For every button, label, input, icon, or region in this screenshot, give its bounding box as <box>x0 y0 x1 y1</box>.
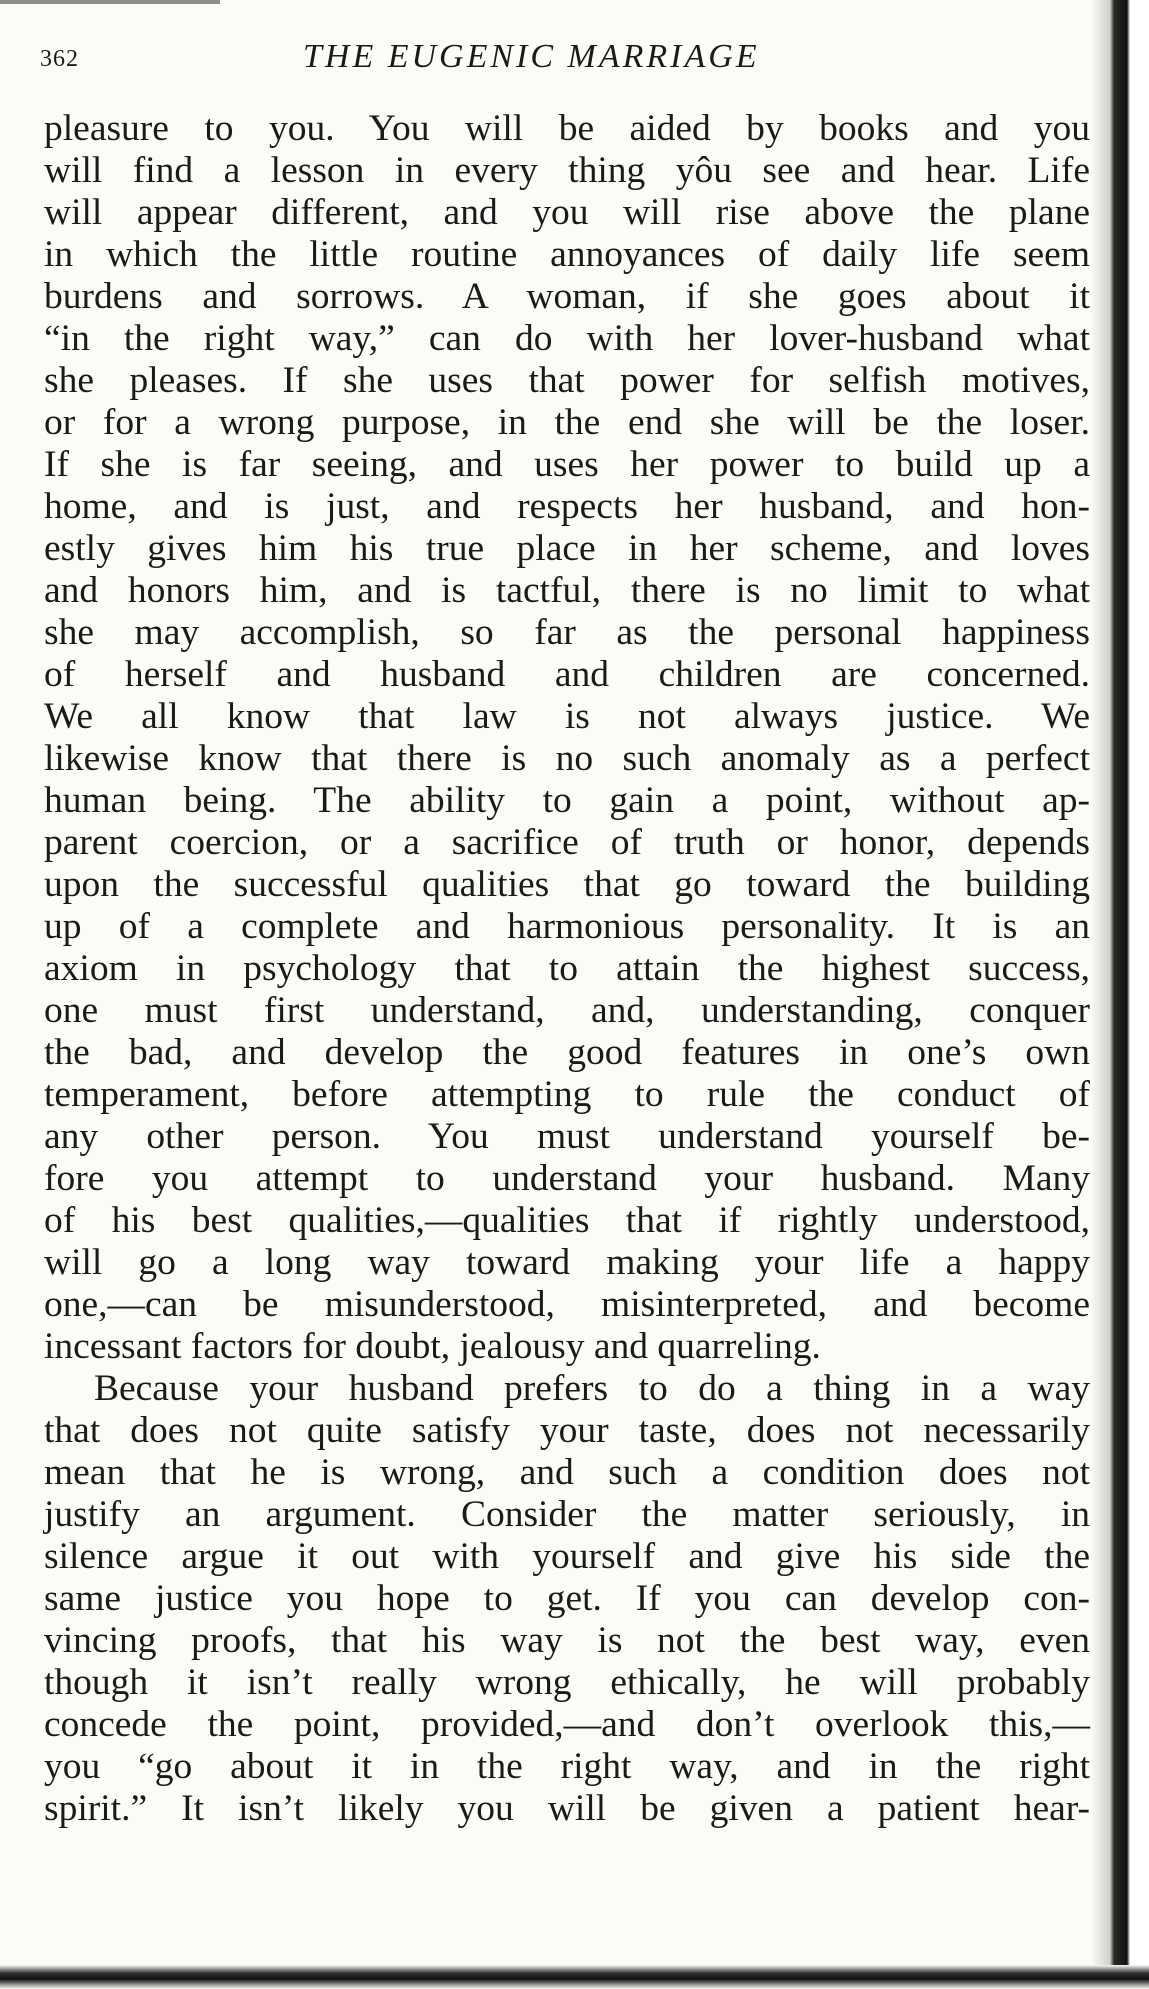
text-line: concede the point, provided,—and don’t overlook this,— <box>44 1704 1090 1745</box>
text-line: that does not quite satisfy your taste, does not necessarily <box>44 1410 1090 1451</box>
text-line: of his best qualities,—qualities that if rightly understood, <box>44 1200 1090 1241</box>
page-bottom-edge <box>0 1965 1149 1989</box>
text-line: incessant factors for doubt, jealousy and quarreling. <box>44 1326 821 1367</box>
text-line: We all know that law is not always justice. We <box>44 696 1090 737</box>
text-line: mean that he is wrong, and such a condition does not <box>44 1452 1090 1493</box>
text-line: she pleases. If she uses that power for selfish motives, <box>44 360 1090 401</box>
text-line: same justice you hope to get. If you can develop con- <box>44 1578 1090 1619</box>
text-line: of herself and husband and children are concerned. <box>44 654 1090 695</box>
page-binding-edge <box>1092 0 1149 1989</box>
text-line: axiom in psychology that to attain the highest success, <box>44 948 1090 989</box>
text-line: spirit.” It isn’t likely you will be given a patient hear- <box>44 1788 1090 1829</box>
text-line: or for a wrong purpose, in the end she will be the loser. <box>44 402 1090 443</box>
text-line: burdens and sorrows. A woman, if she goes about it <box>44 276 1090 317</box>
running-title: THE EUGENIC MARRIAGE <box>303 38 760 75</box>
text-line: and honors him, and is tactful, there is no limit to what <box>44 570 1090 611</box>
text-line: any other person. You must understand yourself be- <box>44 1116 1090 1157</box>
page-number: 362 <box>40 46 79 72</box>
text-line: she may accomplish, so far as the personal happiness <box>44 612 1090 653</box>
text-line: will go a long way toward making your life a happy <box>44 1242 1090 1283</box>
text-line: the bad, and develop the good features in one’s own <box>44 1032 1090 1073</box>
text-line: silence argue it out with yourself and give his side the <box>44 1536 1090 1577</box>
scan-artifact-top <box>0 0 220 4</box>
text-line: though it isn’t really wrong ethically, he will probably <box>44 1662 1090 1703</box>
running-header <box>40 38 1090 88</box>
text-line: temperament, before attempting to rule the conduct of <box>44 1074 1090 1115</box>
text-line: up of a complete and harmonious personality. It is an <box>44 906 1090 947</box>
text-line: vincing proofs, that his way is not the best way, even <box>44 1620 1090 1661</box>
text-line: fore you attempt to understand your husband. Many <box>44 1158 1090 1199</box>
text-line: will appear different, and you will rise above the plane <box>44 192 1090 233</box>
text-line: one,—can be misunderstood, misinterpreted, and become <box>44 1284 1090 1325</box>
text-line: upon the successful qualities that go toward the building <box>44 864 1090 905</box>
text-line: parent coercion, or a sacrifice of truth or honor, depends <box>44 822 1090 863</box>
text-line: one must first understand, and, understanding, conquer <box>44 990 1090 1031</box>
text-line: justify an argument. Consider the matter seriously, in <box>44 1494 1090 1535</box>
text-line: home, and is just, and respects her husband, and hon- <box>44 486 1090 527</box>
text-line: If she is far seeing, and uses her power to build up a <box>44 444 1090 485</box>
text-line: estly gives him his true place in her scheme, and loves <box>44 528 1090 569</box>
text-line: pleasure to you. You will be aided by books and you <box>44 108 1090 149</box>
text-line: in which the little routine annoyances of daily life seem <box>44 234 1090 275</box>
text-line: human being. The ability to gain a point, without ap- <box>44 780 1090 821</box>
body-text <box>44 108 1090 1830</box>
text-line: will find a lesson in every thing yôu see and hear. Life <box>44 150 1090 191</box>
text-line: likewise know that there is no such anomaly as a perfect <box>44 738 1090 779</box>
text-line: you “go about it in the right way, and in the right <box>44 1746 1090 1787</box>
text-line: “in the right way,” can do with her lover-husband what <box>44 318 1090 359</box>
text-line: Because your husband prefers to do a thing in a way <box>94 1368 1090 1409</box>
